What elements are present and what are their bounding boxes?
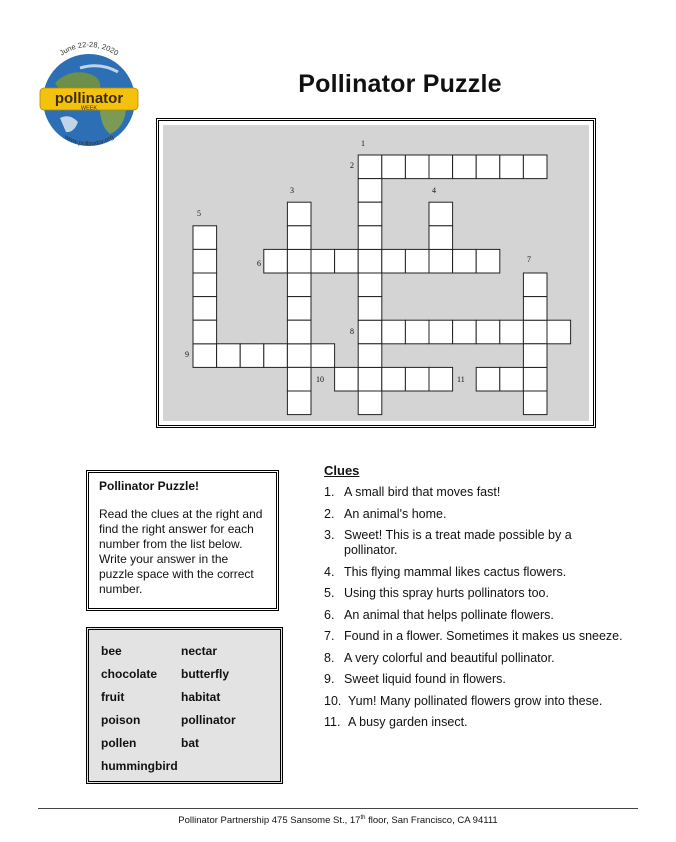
instructions-title: Pollinator Puzzle!	[99, 479, 200, 493]
word-bank-item: hummingbird	[101, 759, 178, 773]
instructions-text: Read the clues at the right and find the right answer for each number from the list below. Write your answer in the puzzle space with the correct number.	[99, 507, 263, 596]
clues-list	[324, 485, 624, 737]
word-bank-item: fruit	[101, 690, 125, 704]
crossword-clue-number: 11	[457, 375, 465, 384]
word-bank-item: pollinator	[181, 713, 236, 727]
clue-number: 3.	[324, 528, 335, 542]
clue-number: 11.	[324, 715, 341, 729]
word-bank-item: bee	[101, 644, 122, 658]
crossword-clue-number: 8	[350, 327, 354, 336]
footer-divider	[38, 808, 638, 809]
clue-item	[324, 651, 624, 666]
clue-text: An animal's home.	[344, 506, 447, 521]
footer-address-part: floor, San Francisco, CA 94111	[365, 815, 498, 827]
clue-number: 5.	[324, 586, 335, 600]
footer-address-superscript: th	[360, 815, 366, 821]
word-bank-item: bat	[181, 736, 199, 750]
clue-number: 8.	[324, 650, 335, 665]
crossword-clue-number: 1	[361, 139, 365, 148]
word-bank-item: butterfly	[181, 667, 229, 681]
word-bank-item: pollen	[101, 736, 137, 750]
crossword-clue-number: 7	[527, 255, 531, 264]
pollinator-week-logo	[30, 38, 148, 156]
word-bank-item: habitat	[181, 690, 221, 704]
clue-text: Sweet liquid found in flowers.	[344, 672, 506, 686]
crossword-clue-number: 10	[316, 375, 324, 384]
clue-item	[324, 565, 624, 580]
clue-item	[324, 608, 624, 623]
clue-number: 4.	[324, 564, 335, 579]
clue-item	[324, 507, 624, 522]
clue-item	[324, 672, 624, 687]
clue-text: Using this spray hurts pollinators too.	[344, 586, 549, 600]
clue-number: 9.	[324, 672, 335, 686]
clue-number: 10.	[324, 693, 342, 708]
clue-text: A busy garden insect.	[348, 715, 468, 729]
clue-number: 1.	[324, 485, 335, 499]
instructions-box	[86, 470, 279, 611]
crossword-clue-number: 6	[257, 259, 261, 268]
clue-text: A very colorful and beautiful pollinator.	[344, 650, 555, 665]
clue-item	[324, 694, 624, 709]
crossword-clue-number: 4	[432, 186, 436, 195]
clues-heading: Clues	[324, 463, 360, 478]
clue-text: Found in a flower. Sometimes it makes us sneeze.	[344, 629, 623, 643]
clue-text: This flying mammal likes cactus flowers.	[344, 564, 567, 579]
clue-text: Yum! Many pollinated flowers grow into these.	[348, 693, 603, 708]
clue-text: A small bird that moves fast!	[344, 485, 501, 499]
word-bank	[86, 627, 283, 784]
clue-text: Sweet! This is a treat made possible by a pollinator.	[344, 528, 572, 557]
logo-name: pollinator	[54, 90, 124, 107]
logo-url: www.pollinator.org	[62, 133, 116, 148]
page-title: Pollinator Puzzle	[298, 70, 502, 98]
crossword-clue-number: 5	[197, 209, 201, 218]
word-bank-item: poison	[101, 713, 141, 727]
clue-number: 2.	[324, 506, 335, 521]
clue-item	[324, 715, 624, 730]
clue-text: An animal that helps pollinate flowers.	[344, 607, 554, 622]
footer-address-part: Pollinator Partnership 475 Sansome St., 17	[178, 815, 361, 827]
clue-number: 7.	[324, 629, 335, 643]
crossword-clue-number: 2	[350, 161, 354, 170]
logo-date: June 22-28, 2020	[57, 39, 121, 58]
clue-item	[324, 528, 624, 558]
word-bank-item: nectar	[181, 644, 218, 658]
crossword-clue-number: 9	[185, 350, 189, 359]
word-bank-item: chocolate	[101, 667, 158, 681]
logo-subname: WEEK	[80, 105, 98, 112]
footer-address	[38, 815, 638, 826]
clue-number: 6.	[324, 607, 335, 622]
clue-item	[324, 586, 624, 601]
crossword-clue-number: 3	[290, 186, 294, 195]
clue-item	[324, 485, 624, 500]
clue-item	[324, 629, 624, 644]
crossword-background	[163, 125, 589, 421]
